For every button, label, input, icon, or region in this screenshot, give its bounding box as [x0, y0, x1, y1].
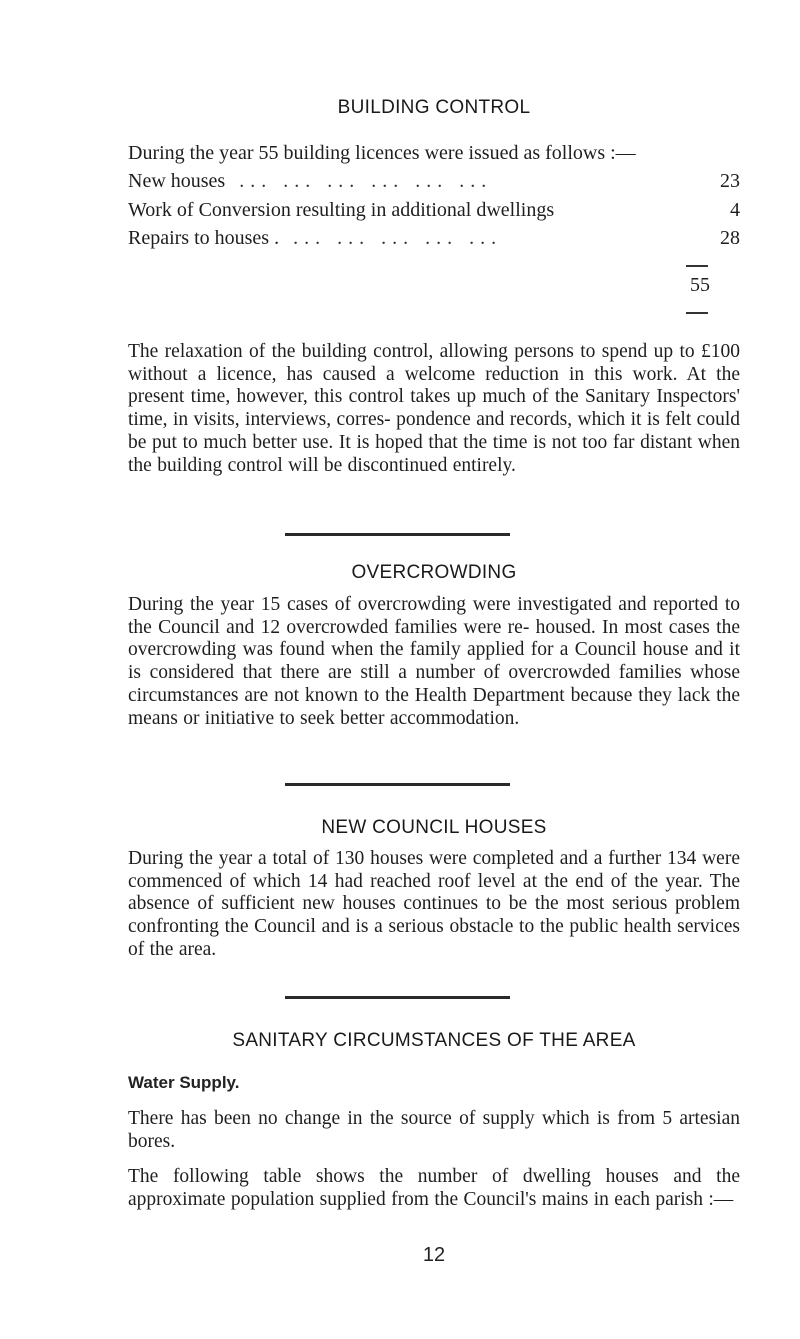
page-number: 12 — [422, 1244, 446, 1266]
licence-row-repairs — [128, 227, 740, 253]
licences-intro — [128, 142, 740, 168]
licence-row-label: Repairs to houses . — [128, 227, 280, 249]
total-rule-bottom — [686, 312, 708, 314]
licence-row-label: Work of Conversion resulting in additional dwellings — [128, 199, 555, 221]
licences-total: 55 — [690, 274, 710, 296]
new-council-houses-heading: NEW COUNCIL HOUSES — [321, 817, 547, 838]
water-supply-subheading: Water Supply. — [128, 1073, 240, 1092]
leader-dots: ... ... ... ... ... ... — [239, 170, 493, 192]
total-rule-top — [686, 265, 708, 267]
leader-dots: ... ... ... ... ... — [293, 227, 503, 249]
section-divider — [285, 996, 510, 999]
licence-row-value: 23 — [720, 170, 740, 192]
licence-row-conversion — [128, 199, 740, 225]
water-supply-paragraph-2: The following table shows the number of dwelling houses and the approximate population supplied from the Council's mains in each parish :— — [128, 1166, 740, 1210]
building-control-paragraph: The relaxation of the building control, allowing persons to spend up to £100 without a licence, has caused a welcome reduction in this work. At the present time, however, this control takes up much of the Sanitary Inspectors' time, in visits, interviews, corres- pondence and records, which it is felt could be put to much better use. It is hoped that the time is not too far distant when the building control will be discontinued entirely. — [128, 341, 740, 476]
building-control-heading: BUILDING CONTROL — [337, 97, 531, 118]
licence-row-new-houses — [128, 170, 740, 196]
licence-row-value: 4 — [730, 199, 740, 221]
new-council-houses-paragraph: During the year a total of 130 houses were completed and a further 134 were commenced of which 14 had reached roof level at the end of the year. The absence of sufficient new houses continues to be the most serious problem confronting the Council and is a serious obstacle to the public health services of the area. — [128, 848, 740, 960]
overcrowding-heading: OVERCROWDING — [351, 562, 517, 583]
section-divider — [285, 783, 510, 786]
licence-row-value: 28 — [720, 227, 740, 249]
overcrowding-paragraph: During the year 15 cases of overcrowding were investigated and reported to the Council and 12 overcrowded families were re- housed. In most cases the overcrowding was found when the family applied for a Council house and it is considered that there are still a number of overcrowded families whose circumstances are not known to the Health Department because they lack the means or initiative to seek better accommodation. — [128, 594, 740, 729]
sanitary-heading: SANITARY CIRCUMSTANCES OF THE AREA — [232, 1030, 636, 1051]
water-supply-paragraph-1: There has been no change in the source of supply which is from 5 artesian bores. — [128, 1108, 740, 1152]
licences-intro-text: During the year 55 building licences were issued as follows :— — [128, 142, 636, 164]
licence-row-label: New houses — [128, 170, 226, 192]
section-divider — [285, 533, 510, 536]
